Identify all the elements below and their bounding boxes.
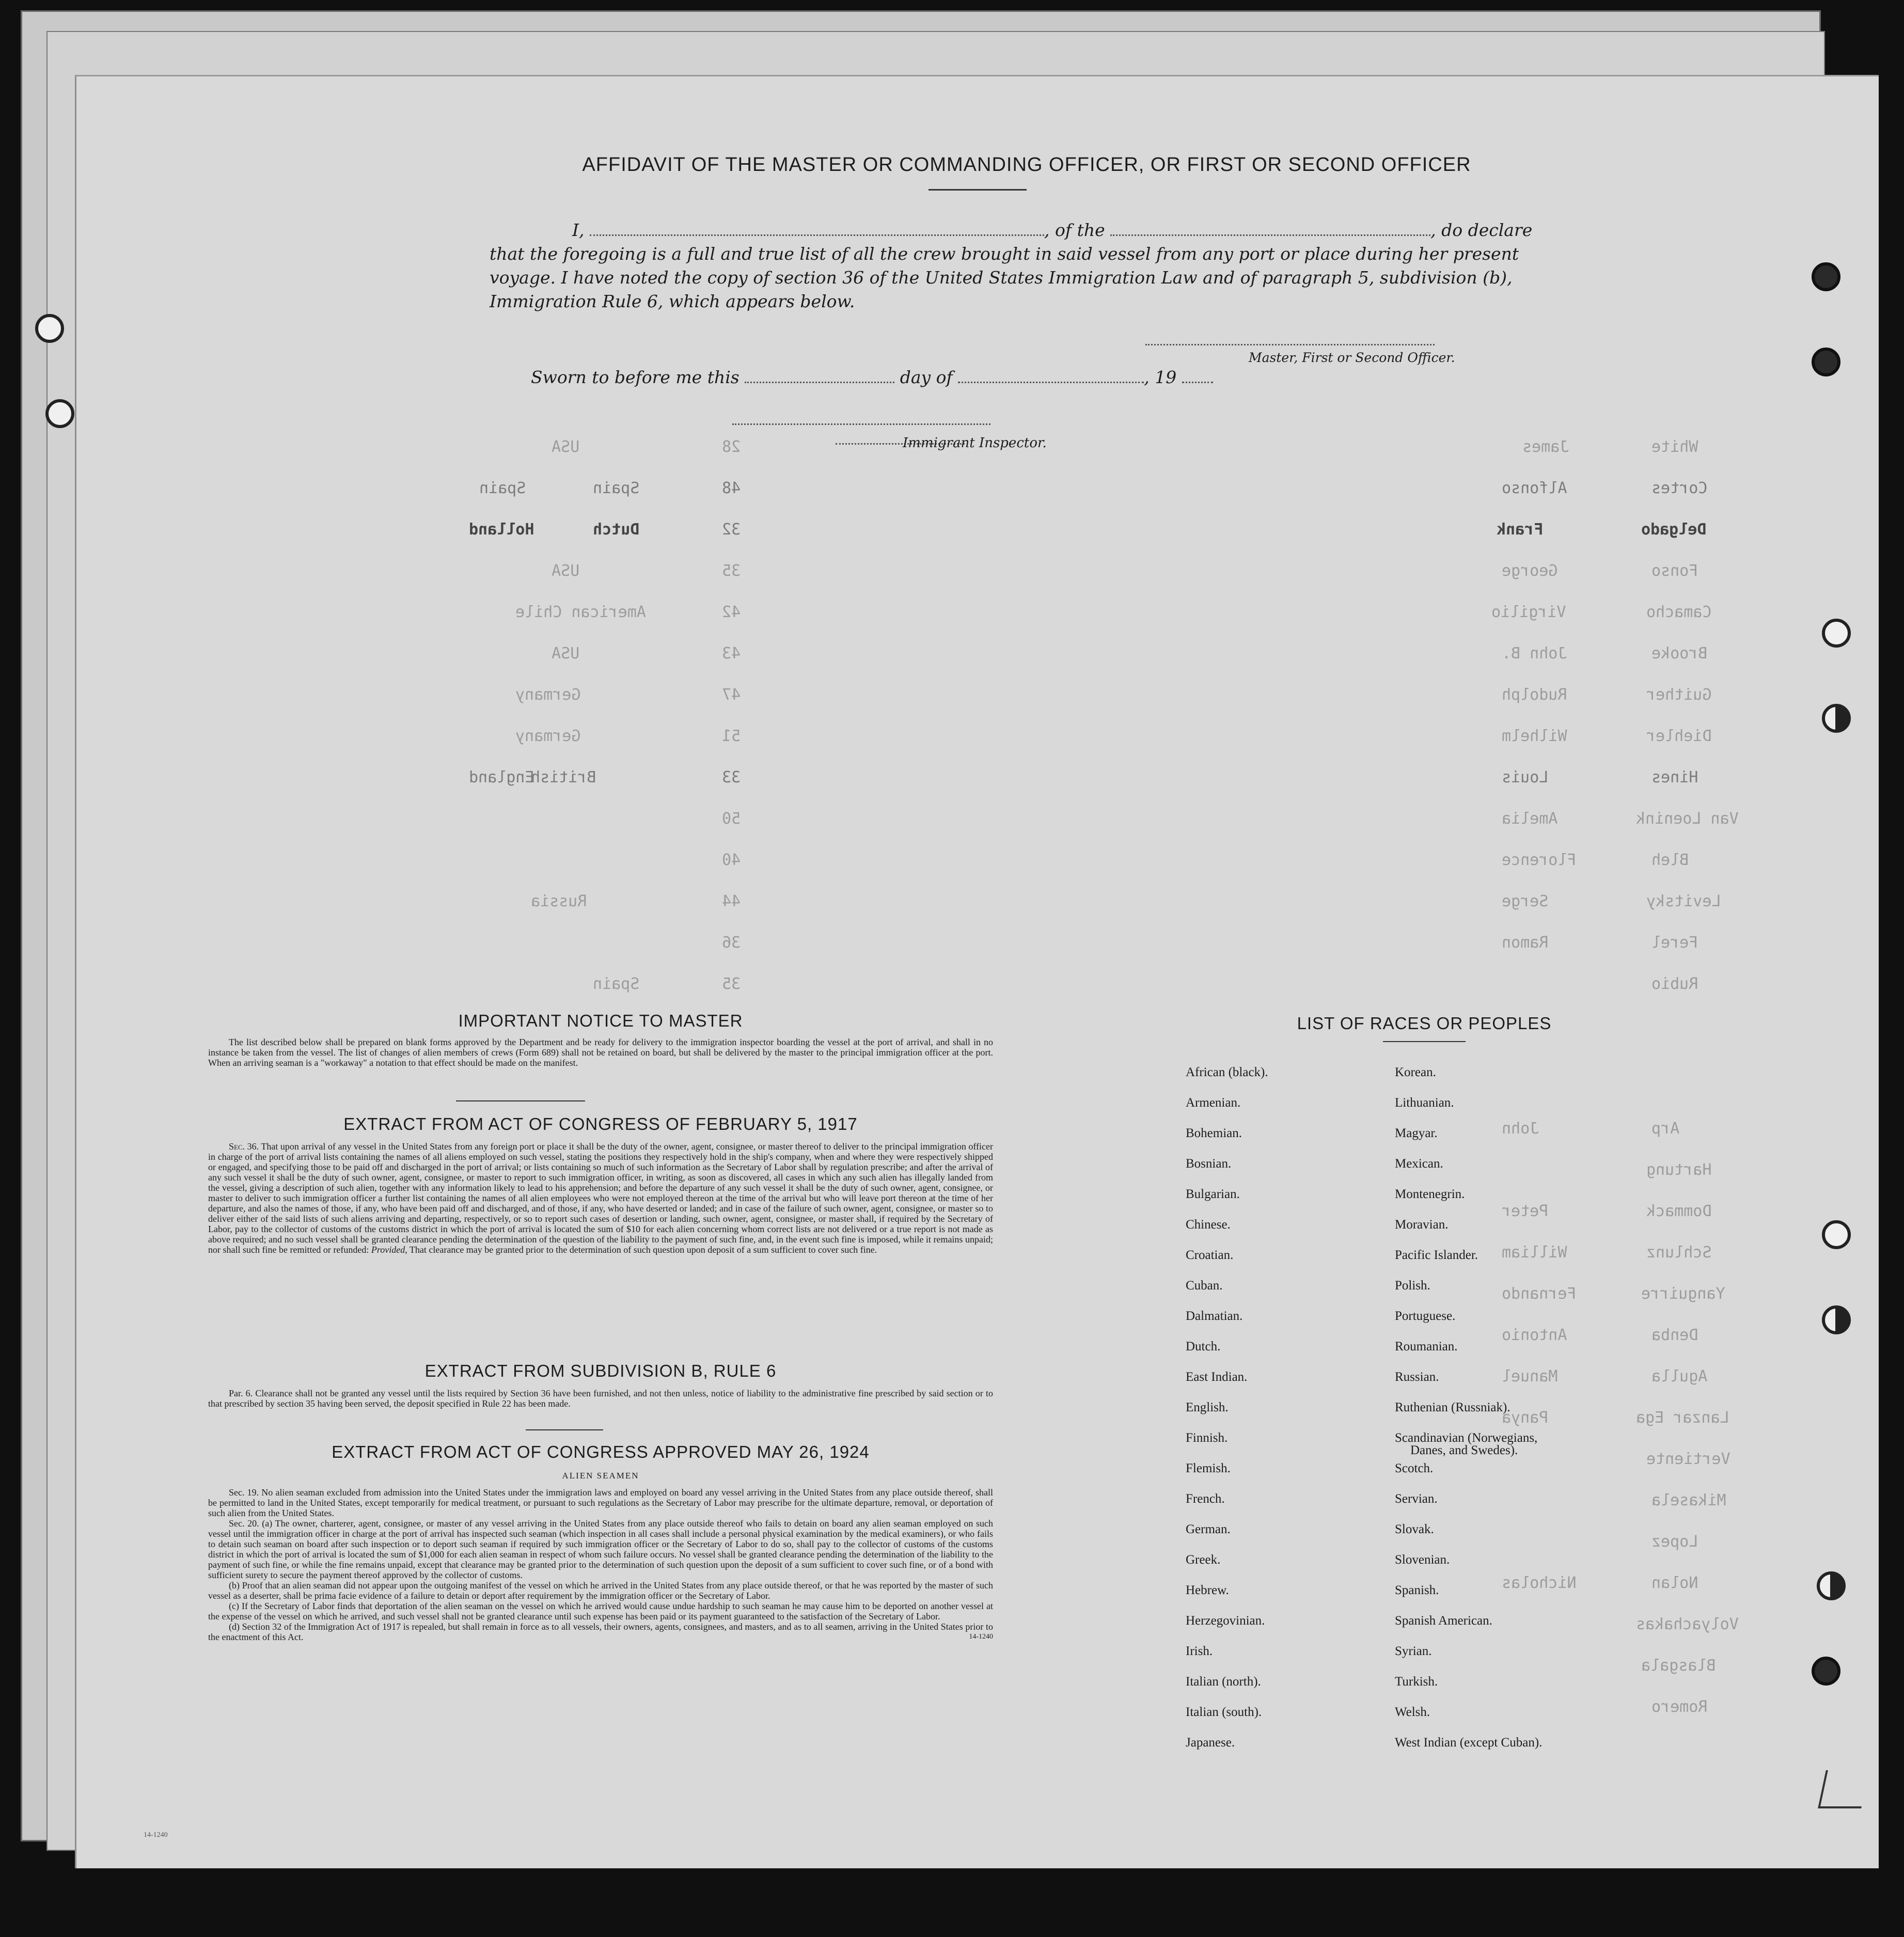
do-declare-text: , do declare [1430, 220, 1533, 240]
proviso: Provided, [371, 1245, 407, 1255]
sec-36-body: That upon arrival of any vessel in the United States from any foreign port or place it shall be the duty of the owner, agent, consignee, or master thereof to deliver to the principal immigration officer in charge of the port of arrival lists containing the names of all aliens employed on such vessel, stating the positions they respectively hold in the ship's company, when and where they were respectively shipped or engaged, and specifying those to be paid off and discharged in the port of arrival; or lists containing so much of such information as the Secretary of Labor shall by regulation prescribe; and after the arrival of any such vessel it shall be the duty of such owner, agent, consignee, or master to report to such immigration officer, in writing, as soon as discovered, all cases in which any such alien has illegally landed from the vessel, giving a description of such alien, together with any information likely to lead to his apprehension; and before the departure of any such vessel it shall be the duty of such owner, agent, consignee, or master to deliver to such immigration officer a further list containing the names of all alien employees who were not employed thereon at the time of the arrival but who will leave port thereon at the time of her departure, and also the names of those, if any, who have been paid off and discharged, and of those, if any, who have deserted or landed; and in case of the failure of such owner, agent, consignee, or master so to deliver either of the said lists of such aliens arriving and departing, respectively, or so to report such cases of desertion or landing, such owner, agent, consignee, or master shall, if required by the Secretary of Labor, pay to the collector of customs of the customs district in which the port of arrival is located the sum of $10 for each alien concerning whom correct lists are not delivered or a true report is not made as above required; and no such vessel shall be granted clearance pending the determination of the question of the liability to the payment of such fine, and, in the event such fine is imposed, while it remains unpaid; nor shall such fine be remitted or refunded: [208, 1141, 993, 1255]
punch-hole-icon [1822, 704, 1851, 733]
race-item: Bohemian. [1186, 1126, 1242, 1140]
year-blank[interactable] [1182, 366, 1213, 383]
title-divider [929, 189, 1027, 191]
race-item: Moravian. [1395, 1218, 1449, 1232]
rule6-title: EXTRACT FROM SUBDIVISION B, RULE 6 [424, 1361, 777, 1380]
race-item: Armenian. [1186, 1096, 1241, 1110]
race-item: Bulgarian. [1186, 1187, 1240, 1201]
race-item: French. [1186, 1492, 1225, 1506]
race-item: East Indian. [1186, 1370, 1248, 1384]
sec-20b: (b) Proof that an alien seaman did not appear upon the outgoing manifest of the vessel on which he arrived in the United States from any place outside thereof, or that he was reported by the master of such vessel as a deserter, shall be prima facie evidence of a failure to detain or deport after requirement by the immigration officer or the Secretary of Labor. [208, 1580, 993, 1601]
race-item: Turkish. [1395, 1675, 1438, 1689]
footer-form-code: 14-1240 [144, 1831, 168, 1839]
master-signature-line[interactable] [1145, 344, 1435, 345]
punch-hole-icon [1822, 1220, 1851, 1249]
race-item: Scotch. [1395, 1461, 1434, 1475]
race-item: Irish. [1186, 1644, 1213, 1658]
race-item: Pacific Islander. [1395, 1248, 1478, 1262]
race-item: Roumanian. [1395, 1340, 1458, 1353]
races-title: LIST OF RACES OR PEOPLES [1297, 1014, 1552, 1033]
race-item: Danes, and Swedes). [1410, 1443, 1518, 1457]
race-item: German. [1186, 1522, 1231, 1536]
handwritten-mark [1818, 1770, 1869, 1808]
race-item: Korean. [1395, 1065, 1436, 1079]
alien-seamen-heading: ALIEN SEAMEN [562, 1471, 639, 1481]
sworn-text: Sworn to before me this [531, 367, 739, 387]
notice-text: The list described below shall be prepared on blank forms approved by the Department and be ready for delivery to the immigration inspector boarding the vessel at the port of arrival, and shall in no instance be taken from the vessel. The list of changes of alien members of crews (Form 689) shall not be retained on board, but shall be delivered by the master to the principal immigration officer at the port. When an arriving seaman is a "workaway" a notation to that effect should be made on the manifest. [208, 1037, 993, 1068]
extract-1924-text [208, 1487, 993, 1642]
extract-1917-text [208, 1141, 993, 1255]
affidavit-line-3: voyage. I have noted the copy of section 36 of the United States Immigration Law and of paragraph 5, subdivision (b), [490, 267, 1513, 288]
race-item: Slovenian. [1395, 1553, 1450, 1567]
race-item: Flemish. [1186, 1461, 1231, 1475]
affidavit-title: AFFIDAVIT OF THE MASTER OR COMMANDING OFFICER, OR FIRST OR SECOND OFFICER [582, 154, 1471, 176]
race-item: Chinese. [1186, 1218, 1231, 1232]
master-signature-label: Master, First or Second Officer. [1249, 350, 1455, 365]
rule6-text: Par. 6. Clearance shall not be granted any vessel until the lists required by Section 36 have been furnished, and not then unless, notice of liability to the administrative fine prescribed by said section or to that prescribed by section 35 having been served, the deposit specified in Rule 22 has been made. [208, 1388, 993, 1409]
race-item: Montenegrin. [1395, 1187, 1465, 1201]
race-item: West Indian (except Cuban). [1395, 1736, 1543, 1750]
race-item: Welsh. [1395, 1705, 1430, 1719]
inspector-signature-label: Immigrant Inspector. [903, 435, 1047, 451]
day-blank[interactable] [745, 366, 894, 383]
sec-20c: (c) If the Secretary of Labor finds that deportation of the alien seaman on the vessel on which he arrived would cause undue hardship to such seaman he may cause him to be deported on another vessel at the expense of the vessel on which he arrived, and such vessel shall not be granted clearance until such expense has been paid or its payment guaranteed to the satisfaction of the Secretary of Labor. [208, 1601, 993, 1621]
of-the-text: , of the [1044, 220, 1105, 240]
race-item: Croatian. [1186, 1248, 1234, 1262]
race-item: African (black). [1186, 1065, 1268, 1079]
name-blank[interactable] [590, 219, 1044, 236]
race-item: Japanese. [1186, 1736, 1235, 1750]
race-item: Dutch. [1186, 1340, 1221, 1353]
race-item: Italian (north). [1186, 1675, 1261, 1689]
divider [456, 1100, 585, 1101]
race-item: Italian (south). [1186, 1705, 1262, 1719]
race-item: Bosnian. [1186, 1157, 1232, 1171]
race-item: Herzegovinian. [1186, 1614, 1265, 1628]
race-item: Dalmatian. [1186, 1309, 1243, 1323]
affidavit-i: I, [572, 220, 585, 240]
punch-hole-icon [1812, 262, 1840, 291]
year-text: , 19 [1144, 367, 1177, 387]
races-divider [1383, 1041, 1466, 1042]
race-item: Russian. [1395, 1370, 1439, 1384]
race-item: Portuguese. [1395, 1309, 1456, 1323]
race-item: Servian. [1395, 1492, 1438, 1506]
race-item: Magyar. [1395, 1126, 1438, 1140]
sec-36-end: That clearance may be granted prior to the determination of such question upon deposit of a sum sufficient to cover such fine. [407, 1245, 877, 1255]
form-code: 14-1240 [969, 1633, 993, 1641]
race-item: Finnish. [1186, 1431, 1228, 1445]
day-of-text: day of [900, 367, 953, 387]
divider [526, 1429, 603, 1430]
affidavit-line-4: Immigration Rule 6, which appears below. [490, 291, 855, 311]
race-item: Mexican. [1395, 1157, 1443, 1171]
race-item: Syrian. [1395, 1644, 1432, 1658]
sworn-line [531, 366, 1305, 389]
extract-1924-title: EXTRACT FROM ACT OF CONGRESS APPROVED MAY 26, 1924 [332, 1442, 870, 1461]
vessel-blank[interactable] [1110, 219, 1430, 236]
sec-19: Sec. 19. No alien seaman excluded from admission into the United States under the immigration laws and employed on board any vessel arriving in the United States from any place outside thereof, shall be permitted to land in the United States, except temporarily for medical treatment, or pursuant to such regulations as the Secretary of Labor may prescribe for the ultimate departure, removal, or deportation of such alien from the United States. [208, 1487, 993, 1518]
race-item: Slovak. [1395, 1522, 1434, 1536]
affidavit-line-2: that the foregoing is a full and true list of all the crew brought in said vessel from any port or place during her present [490, 244, 1519, 264]
punch-hole-icon [1822, 1305, 1851, 1334]
month-blank[interactable] [958, 366, 1144, 383]
inspector-signature-line[interactable] [732, 423, 990, 425]
race-item: Lithuanian. [1395, 1096, 1454, 1110]
race-item: Greek. [1186, 1553, 1221, 1567]
race-item: Scandinavian (Norwegians, [1395, 1431, 1538, 1445]
punch-hole-icon [1812, 348, 1840, 376]
punch-hole-icon [1822, 619, 1851, 648]
race-item: Ruthenian (Russniak). [1395, 1400, 1510, 1414]
punch-hole-icon [45, 399, 74, 428]
notice-title: IMPORTANT NOTICE TO MASTER [458, 1011, 743, 1030]
punch-hole-icon [1817, 1571, 1846, 1600]
punch-hole-icon [35, 314, 64, 343]
document-page: White James 28 USA Cortes Alfonso 48 Spain Spain Delgado Frank 32 Dutch Holland Fonso George 35 USA Camacho Virgilio 42 American Chile Brooke John B. 43 USA Guither Rudolph 47 Germany Diehler Wilhelm 51 Germany Hines Louis 33 British England Van Loenink Amelia 50 Bleh Florence 40 Levitsky Serge 44 Russia Ferel Ramon 36 Rubio 35 Spain Arp John Hartung Dommack Peter Schlunz William Yanguirre Fernando Denba Antonio Agulla Manuel Lanzar Ega Panya Vertiente Mikasela Lopez Nolan Nicholas Volyachakas Blasgala Romero AFFIDAVIT OF THE MASTER OR COMMANDING OFFICER, OR FIRST OR SECOND OFFICER I, , of the , do declare that the foregoing is a full and true list of all the crew brought in said vessel from any port or place during her present voyage. I have noted the copy of section 36 of the United States Immigration Law and of paragraph 5, subdivision (b), Immigration Rule 6, which appears below. Master, First or Second Officer. Sworn to before me this day of , 19 Immigrant Inspector. IMPORTANT NOTICE TO MASTER The list described below shall be prepared on blank forms approved by the Department and be ready for delivery to the immigration inspector boarding the vessel at the port of arrival, and shall in no instance be taken from the vessel. The list of changes of alien members of crews (Form 689) shall not be retained on board, but shall be delivered by the master to the principal immigration officer at the port. When an arriving seaman is a "workaway" a notation to that effect should be made on the manifest. EXTRACT FROM ACT OF CONGRESS OF FEBRUARY 5, 1917 Sec. 36. That upon arrival of any vessel in the United States from any foreign port or place it shall be the duty of the owner, agent, consignee, or master thereof to deliver to the principal immigration officer in charge of the port of arrival lists containing the names of all aliens employed on such vessel, stating the positions they respectively hold in the ship's company, when and where they were respectively shipped or engaged, and specifying those to be paid off and discharged in the port of arrival; or lists containing so much of such information as the Secretary of Labor shall by regulation prescribe; and after the arrival of any such vessel it shall be the duty of such owner, agent, consignee, or master to report to such immigration officer, in writing, as soon as discovered, all cases in which any such alien has illegally landed from the vessel, giving a description of such alien, together with any information likely to lead to his apprehension; and before the departure of any such vessel it shall be the duty of such owner, agent, consignee, or master to deliver to such immigration officer a further list containing the names of all alien employees who were not employed thereon at the time of the arrival but who will leave port thereon at the time of her departure, and also the names of those, if any, who have been paid off and discharged, and of those, if any, who have deserted or landed; and in case of the failure of such owner, agent, consignee, or master so to deliver either of the said lists of such aliens arriving and departing, respectively, or so to report such cases of desertion or landing, such owner, agent, consignee, or master shall, if required by the Secretary of Labor, pay to the collector of customs of the customs district in which the port of arrival is located the sum of $10 for each alien concerning whom correct lists are not delivered or a true report is not made as above required; and no such vessel shall be granted clearance pending the determination of the question of the liability to the payment of such fine, and, in the event such fine is imposed, while it remains unpaid; nor shall such fine be remitted or refunded: Provided, That clearance may be granted prior to the determination of such question upon deposit of a sum sufficient to cover such fine. EXTRACT FROM SUBDIVISION B, RULE 6 Par. 6. Clearance shall not be granted any vessel until the lists required by Section 36 have been furnished, and not then unless, notice of liability to the administrative fine prescribed by said section or to that prescribed by section 35 having been served, the deposit specified in Rule 22 has been made. EXTRACT FROM ACT OF CONGRESS APPROVED MAY 26, 1924 ALIEN SEAMEN Sec. 19. No alien seaman excluded from admission into the United States under the immigration laws and employed on board any vessel arriving in the United States from any place outside thereof, shall be permitted to land in the United States, except temporarily for medical treatment, or pursuant to such regulations as the Secretary of Labor may prescribe for the ultimate departure, removal, or deportation of such alien from the United States. Sec. 20. (a) The owner, charterer, agent, consignee, or master of any vessel arriving in the United States from any place outside thereof who fails to detain on board any alien seaman employed on such vessel until the immigration officer in charge at the port of arrival has inspected such seaman (which inspection in all cases shall include a personal physical examination by the medical examiners), or who fails to detain such seaman on board after such inspection or to deport such seaman if required by such immigration officer or the Secretary of Labor to do so, shall pay to the collector of customs of the customs district in which the port of arrival is located the sum of $1,000 for each alien seaman in respect of whom such failure occurs. No vessel shall be granted clearance pending the determination of the liability to the payment of such fine, or while the fine remains unpaid, except that clearance may be granted prior to the determination of such question upon the deposit of a sum sufficient to cover such fine, or of a bond with sufficient surety to secure the payment thereof approved by the collector of customs. (b) Proof that an alien seaman did not appear upon the outgoing manifest of the vessel on which he arrived in the United States from any place outside thereof, or that he was reported by the master of such vessel as a deserter, shall be prima facie evidence of a failure to detain or deport after requirement by the immigration officer or the Secretary of Labor. (c) If the Secretary of Labor finds that deportation of the alien seaman on the vessel on which he arrived would cause undue hardship to such seaman he may cause him to be deported on another vessel at the expense of the vessel on which he arrived, and such vessel shall not be granted clearance until such expense has been paid or its payment guaranteed to the satisfaction of the Secretary of Labor. (d) Section 32 of the Immigration Act of 1917 is repealed, but shall remain in force as to all vessels, their owners, agents, consignees, and masters, and as to all seamen, arriving in the United States prior to the enactment of this Act. 14-1240 LIST OF RACES OR PEOPLES 14-1240 African (black). Armenian. Bohemian. Bosnian. Bulgarian. Chinese. Croatian. Cuban. Dalmatian. Dutch. East Indian. English. Finnish. Flemish. French. German. Greek. Hebrew. Herzegovinian. Irish. Italian (north). Italian (south). Japanese. Korean. Lithuanian. Magyar. Mexican. Montenegrin. Moravian. Pacific Islander. Polish. Portuguese. Roumanian. Russian. Ruthenian (Russniak). Scandinavian (Norwegians, Danes, and Swedes). Scotch. Servian. Slovak. Slovenian. Spanish. Spanish American. Syrian. Turkish. Welsh. West Indian (except Cuban). [75, 75, 1879, 1868]
race-item: Spanish American. [1395, 1614, 1492, 1628]
race-item: Spanish. [1395, 1583, 1439, 1597]
sec-36-label: Sec. 36. [229, 1141, 259, 1152]
punch-hole-icon [1812, 1657, 1840, 1686]
race-item: Polish. [1395, 1279, 1430, 1293]
race-item: English. [1186, 1400, 1229, 1414]
sec-20d [208, 1621, 993, 1642]
race-item: Hebrew. [1186, 1583, 1229, 1597]
sec-20d-text: (d) Section 32 of the Immigration Act of 1917 is repealed, but shall remain in force as to all vessels, their owners, agents, consignees, and masters, and as to all seamen, arriving in the United States prior to the enactment of this Act. [208, 1621, 993, 1642]
extract-1917-title: EXTRACT FROM ACT OF CONGRESS OF FEBRUARY 5, 1917 [343, 1114, 858, 1133]
sec-20a: Sec. 20. (a) The owner, charterer, agent, consignee, or master of any vessel arriving in the United States from any place outside thereof who fails to detain on board any alien seaman employed on such vessel until the immigration officer in charge at the port of arrival has inspected such seaman (which inspection in all cases shall include a personal physical examination by the medical examiners), or who fails to detain such seaman on board after such inspection or to deport such seaman if required by such immigration officer or the Secretary of Labor to do so, shall pay to the collector of customs of the customs district in which the port of arrival is located the sum of $1,000 for each alien seaman in respect of whom such failure occurs. No vessel shall be granted clearance pending the determination of the liability to the payment of such fine, or while the fine remains unpaid, except that clearance may be granted prior to the determination of such question upon the deposit of a sum sufficient to cover such fine, or of a bond with sufficient surety to secure the payment thereof approved by the collector of customs. [208, 1518, 993, 1580]
race-item: Cuban. [1186, 1279, 1223, 1293]
affidavit-line-1 [490, 218, 1564, 242]
